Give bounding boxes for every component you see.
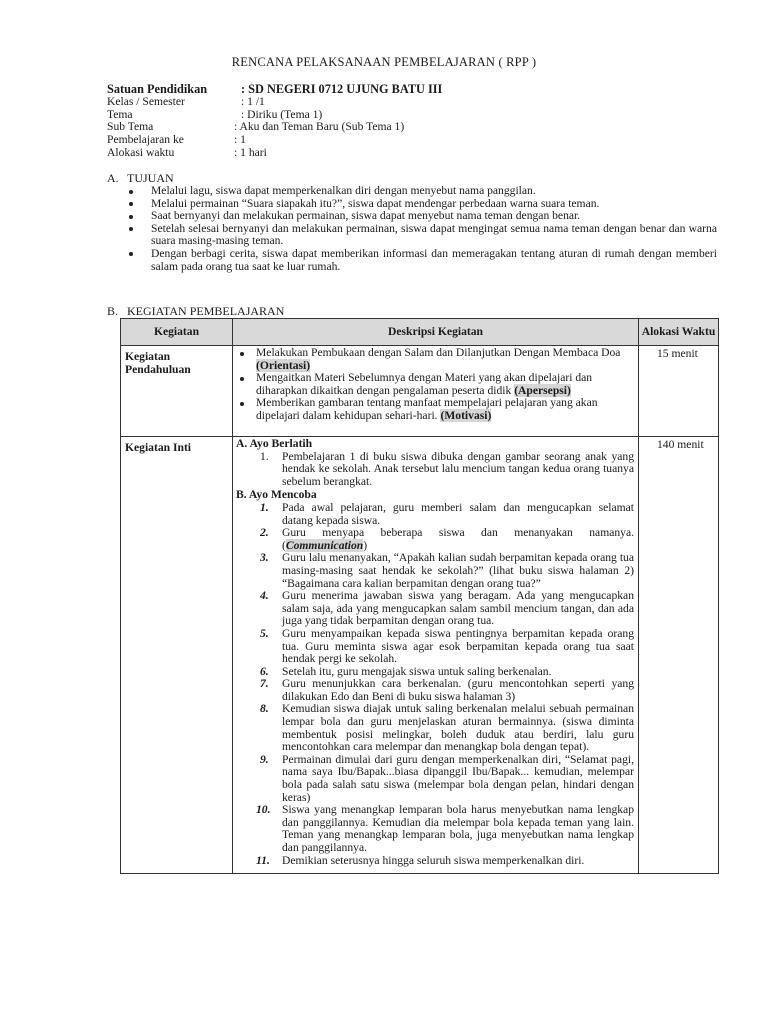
list-item-text: Guru menyapa beberapa siswa dan menanyakan namanya. ( (282, 526, 634, 552)
activity-tag: (Apersepsi) (514, 383, 571, 397)
bullet-icon (240, 377, 244, 381)
list-item (236, 804, 634, 854)
kegiatan-table (120, 318, 719, 874)
list-item-text: Guru lalu menanyakan, “Apakah kalian sudah berpamitan kepada orang tua masing-masing saat hendak ke sekolah?” (lihat buku siswa halaman 2) “Bagaimana cara kalian berpamitan dengan orang tua?” (282, 551, 634, 590)
list-item-text: Memberikan gambaran tentang manfaat mempelajari pelajaran yang akan dipelajari dalam kehidupan sehari-hari. (256, 396, 598, 422)
deskripsi-cell (233, 437, 639, 874)
identity-value: : 1 /1 (241, 94, 265, 108)
list-item (236, 703, 634, 753)
list-item-text: Kemudian siswa diajak untuk saling berkenalan melalui sebuah permainan lempar bola dan guru menjelaskan aturan bermainnya. (siswa diminta membentuk posisi melingkar, boleh duduk atau berdiri, lalu guru mencontohkan cara melempar dan menangkap bola dengan tepat). (282, 702, 634, 754)
list-item (236, 590, 634, 628)
item-number: 1. (260, 449, 269, 463)
list-item-text: Permainan dimulai dari guru dengan memperkenalkan diri, “Selamat pagi, nama saya Ibu/Bapak...biasa dipanggil Ibu/Bapak... kemudian, melempar bola pada salah satu siswa (melempar bola dengan pelan, hindari dengan keras) (282, 752, 634, 804)
bullet-icon (129, 202, 133, 206)
list-item (236, 502, 634, 527)
list-item (125, 248, 717, 273)
list-item-text: Melakukan Pembukaan dengan Salam dan Dilanjutkan Dengan Membaca Doa (256, 346, 621, 359)
list-item (236, 855, 634, 868)
list-item-text: Guru menerima jawaban siswa yang beragam. Ada yang mengucapkan salam saja, ada yang mengucapkan salam sambil mencium tangan, dan ada juga yang tidak berpamitan dengan orang tua. (282, 589, 634, 628)
section-title: KEGIATAN PEMBELAJARAN (127, 304, 285, 318)
list-item-text: Melalui permainan “Suara siapakah itu?”, siswa dapat mendengar perbedaan warna suara teman. (151, 196, 600, 210)
bullet-icon (240, 402, 244, 406)
list-item (236, 754, 634, 804)
list-item (236, 527, 634, 552)
bullet-icon (129, 227, 133, 231)
list-item-text: ) (363, 538, 368, 552)
section-tujuan-heading (107, 172, 174, 185)
bullet-icon (129, 252, 133, 256)
list-item-text: Saat bernyanyi dan melakukan permainan, siswa dapat menyebut nama teman dengan benar. (151, 209, 581, 223)
item-number: 2. (260, 526, 269, 540)
item-number: 4. (260, 589, 269, 603)
list-item-text: Demikian seterusnya hingga seluruh siswa memperkenalkan diri. (282, 853, 585, 867)
list-item (236, 347, 634, 372)
list-item (236, 628, 634, 666)
list-item-text: Guru menyampaikan kepada siswa pentingnya berpamitan kepada orang tua. Guru meminta siswa agar esok berpamitan kepada orang tua saat hendak pergi ke sekolah. (282, 626, 634, 666)
section-title: TUJUAN (127, 171, 174, 185)
list-item-text: Siswa yang menangkap lemparan bola harus menyebutkan nama lengkap dan panggilannya. Kemudian dia melempar bola kepada teman yang lain. Teman yang menangkap lemparan bola, juga menyebutkan nama lengkap dan panggilannya. (282, 803, 634, 854)
item-number: 7. (260, 677, 269, 691)
kegiatan-name-cell: Kegiatan Inti (121, 437, 233, 874)
column-header-kegiatan: Kegiatan (121, 319, 233, 346)
item-number: 1. (260, 500, 269, 514)
identity-value: : SD NEGERI 0712 UJUNG BATU III (241, 82, 443, 96)
list-item-text: Melalui lagu, siswa dapat memperkenalkan diri dengan menyebut nama panggilan. (151, 184, 536, 197)
table-header-row (121, 319, 719, 346)
bullet-icon (129, 190, 133, 194)
item-number: 3. (260, 551, 269, 565)
list-item-text: Guru menunjukkan cara berkenalan. (guru mencontohkan seperti yang dilakukan Edo dan Beni di buku siswa halaman 3) (282, 677, 634, 703)
identity-label: Kelas / Semester (107, 94, 185, 108)
bullet-icon (240, 352, 244, 356)
section-letter: B. (107, 304, 119, 318)
tujuan-list (125, 185, 717, 273)
item-number: 9. (260, 752, 269, 766)
list-item (236, 552, 634, 590)
item-number: 5. (260, 626, 269, 640)
list-item (236, 678, 634, 703)
identity-label: Alokasi waktu (107, 145, 175, 159)
list-item (125, 223, 717, 248)
sub-heading-ayo-mencoba: B. Ayo Mencoba (236, 488, 317, 502)
sub-heading-ayo-berlatih: A. Ayo Berlatih (236, 437, 313, 450)
table-row (121, 346, 719, 437)
list-item (236, 397, 634, 422)
section-letter: A. (107, 171, 119, 185)
identity-value: : 1 (234, 133, 246, 147)
activity-tag: (Motivasi) (440, 408, 492, 422)
section-kegiatan-heading (107, 305, 284, 318)
item-number: 10. (256, 803, 271, 817)
identity-label: Sub Tema (107, 120, 154, 134)
kegiatan-name-cell: Kegiatan Pendahuluan (121, 346, 233, 437)
column-header-alokasi: Alokasi Waktu (639, 319, 719, 346)
activity-tag: Communication (285, 538, 364, 552)
identity-label: Pembelajaran ke (107, 133, 184, 147)
list-item-text: Mengaitkan Materi Sebelumnya dengan Materi yang akan dipelajari dan diharapkan dikaitkan dengan pengalaman peserta didik (256, 371, 593, 397)
list-item (236, 372, 634, 397)
list-item-text: Setelah itu, guru mengajak siswa untuk saling berkenalan. (282, 664, 552, 678)
table-row (121, 437, 719, 874)
waktu-cell: 15 menit (639, 346, 719, 437)
activity-tag: (Orientasi) (256, 358, 311, 372)
list-item-text: Setelah selesai bernyanyi dan melakukan permainan, siswa dapat mengingat semua nama teman dengan benar dan warna suara masing-masing teman. (151, 221, 717, 248)
document-title: RENCANA PELAKSANAAN PEMBELAJARAN ( RPP ) (231, 55, 537, 69)
identity-value: : 1 hari (234, 145, 267, 159)
bullet-icon (129, 215, 133, 219)
list-item-text: Pada awal pelajaran, guru memberi salam dan mengucapkan selamat datang kepada siswa. (282, 500, 634, 527)
list-item (236, 451, 634, 489)
identity-value: : Diriku (Tema 1) (241, 107, 323, 121)
identity-label: Tema (107, 107, 133, 121)
item-number: 8. (260, 702, 269, 716)
item-number: 6. (260, 664, 269, 678)
identity-label: Satuan Pendidikan (107, 82, 208, 96)
item-number: 11. (256, 853, 270, 867)
deskripsi-cell (233, 346, 639, 437)
waktu-cell: 140 menit (639, 437, 719, 874)
list-item-text: Pembelajaran 1 di buku siswa dibuka dengan gambar seorang anak yang hendak ke sekolah. Anak tersebut lalu mencium tangan kedua orang tuanya sebelum berangkat. (282, 449, 634, 488)
identity-value: : Aku dan Teman Baru (Sub Tema 1) (234, 120, 405, 134)
list-item-text: Dengan berbagi cerita, siswa dapat memberikan informasi dan memeragakan tentang aturan di rumah dengan memberi salam pada orang tua saat ke luar rumah. (151, 246, 717, 273)
column-header-deskripsi: Deskripsi Kegiatan (233, 319, 639, 346)
